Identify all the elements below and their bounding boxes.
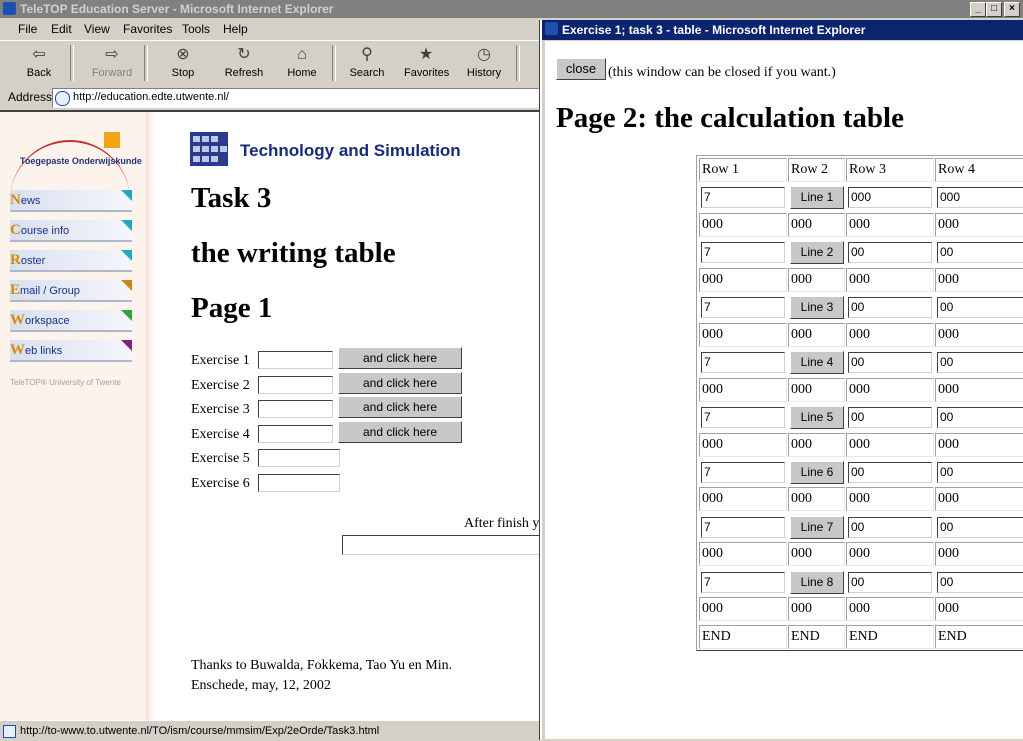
table-cell: END — [788, 625, 845, 649]
address-url: http://education.edte.utwente.nl/ — [73, 91, 229, 103]
toolbar-separator — [516, 45, 520, 81]
sidebar-nav-label — [10, 312, 70, 329]
exercise-input[interactable] — [258, 351, 333, 369]
status-url: http://to-www.to.utwente.nl/TO/ism/course/mmsim/Exp/2eOrde/Task3.html — [20, 725, 380, 737]
table-input[interactable]: 000 — [848, 187, 932, 208]
table-cell: 000 — [788, 487, 845, 511]
line-button[interactable]: Line 1 — [790, 186, 844, 209]
sidebar-nav-item[interactable] — [10, 340, 132, 362]
table-cell: 000 — [935, 378, 1023, 402]
refresh-icon: ↻ — [237, 46, 251, 63]
toolbar-favorites-button[interactable] — [404, 45, 448, 85]
line-button[interactable]: Line 7 — [790, 516, 844, 539]
nav-initial: W — [10, 312, 25, 328]
table-cell: 000 — [788, 542, 845, 566]
nav-rest: eb links — [25, 345, 63, 357]
stop-icon: ⊗ — [176, 46, 190, 63]
table-input[interactable]: 00 — [848, 572, 932, 593]
sidebar-nav-item[interactable] — [10, 250, 132, 272]
nav-flag-icon — [121, 340, 132, 351]
table-input[interactable]: 00 — [937, 572, 1023, 593]
sidebar-nav-item[interactable] — [10, 280, 132, 302]
exercise-label: Exercise 3 — [191, 402, 250, 417]
table-cell: 000 — [846, 378, 934, 402]
exercise-input[interactable] — [258, 400, 333, 418]
table-cell: 000 — [935, 268, 1023, 292]
search-icon: ⚲ — [361, 46, 373, 63]
table-cell: END — [699, 625, 787, 649]
task-subtitle: the writing table — [191, 237, 396, 269]
table-cell: END — [846, 625, 934, 649]
favorites-icon: ★ — [418, 46, 434, 63]
and-click-here-button[interactable]: and click here — [338, 347, 462, 369]
toolbar-home-button[interactable] — [284, 45, 320, 85]
toolbar-button-label: Refresh — [224, 67, 264, 79]
line-button[interactable]: Line 4 — [790, 351, 844, 374]
menu-edit[interactable]: Edit — [51, 22, 72, 36]
table-header: Row 3 — [846, 158, 934, 182]
sidebar-nav-item[interactable] — [10, 310, 132, 332]
menu-file[interactable]: File — [18, 22, 38, 36]
exercise-label: Exercise 5 — [191, 451, 250, 466]
toolbar-button-label: Search — [349, 67, 385, 79]
thanks-text: Thanks to Buwalda, Fokkema, Tao Yu en Min. — [191, 658, 453, 673]
popup-heading: Page 2: the calculation table — [556, 102, 904, 134]
table-input[interactable]: 00 — [937, 297, 1023, 318]
line-button[interactable]: Line 3 — [790, 296, 844, 319]
table-input[interactable]: 00 — [937, 407, 1023, 428]
nav-rest: ourse info — [20, 225, 70, 237]
main-window-title: TeleTOP Education Server - Microsoft Internet Explorer — [20, 2, 334, 16]
table-input[interactable]: 7 — [701, 517, 785, 538]
toolbar-separator — [70, 45, 74, 81]
table-cell: 000 — [935, 213, 1023, 237]
and-click-here-button[interactable]: and click here — [338, 396, 462, 418]
toolbar-back-button[interactable] — [16, 45, 62, 85]
sidebar-nav-label — [10, 342, 62, 359]
table-cell: 000 — [846, 268, 934, 292]
and-click-here-button[interactable]: and click here — [338, 372, 462, 394]
exercise-input[interactable] — [258, 449, 340, 467]
nav-flag-icon — [121, 190, 132, 201]
close-button[interactable]: close — [556, 58, 606, 80]
popup-window — [540, 20, 1023, 740]
menu-tools[interactable]: Tools — [182, 22, 211, 36]
table-input[interactable]: 7 — [701, 297, 785, 318]
status-page-icon — [3, 725, 16, 738]
toolbar-separator — [332, 45, 336, 81]
popup-title: Exercise 1; task 3 - table - Microsoft Internet Explorer — [562, 23, 866, 37]
table-cell: 000 — [699, 213, 787, 237]
maximize-button[interactable]: □ — [986, 2, 1002, 17]
main-window-titlebar[interactable] — [0, 0, 1023, 18]
nav-initial: W — [10, 342, 25, 358]
toolbar-separator — [144, 45, 148, 81]
table-cell: 000 — [788, 597, 845, 621]
ie-window-icon — [3, 2, 16, 15]
table-input[interactable]: 00 — [937, 462, 1023, 483]
toolbar-button-label: Home — [287, 67, 317, 79]
table-input[interactable]: 00 — [848, 297, 932, 318]
teletop-sidebar — [0, 112, 150, 722]
page-content — [0, 110, 540, 722]
nav-flag-icon — [121, 220, 132, 231]
back-arrow-icon: ⇦ — [32, 46, 46, 63]
table-input[interactable]: 000 — [937, 187, 1023, 208]
nav-initial: N — [10, 192, 21, 208]
table-input[interactable]: 00 — [848, 462, 932, 483]
forward-arrow-icon: ⇨ — [105, 46, 119, 63]
exercise-input[interactable] — [258, 376, 333, 394]
table-cell: 000 — [699, 597, 787, 621]
nav-initial: E — [10, 282, 21, 298]
table-cell: 000 — [846, 323, 934, 347]
popup-body — [545, 41, 1023, 739]
nav-rest: ews — [20, 195, 41, 207]
address-label: Address — [8, 90, 53, 104]
table-header: Row 4 — [935, 158, 1023, 182]
nav-flag-icon — [121, 250, 132, 261]
table-cell: 000 — [788, 378, 845, 402]
toolbar-forward-button[interactable] — [86, 45, 138, 85]
table-input[interactable]: 00 — [848, 407, 932, 428]
page-label: Page 1 — [191, 292, 273, 324]
sidebar-nav-item[interactable] — [10, 190, 132, 212]
address-bar — [0, 87, 540, 109]
toolbar-button-label: Forward — [91, 67, 133, 79]
after-finish-text: After finish y — [464, 516, 540, 531]
sidebar-footer: TeleTOP® University of Twente — [10, 378, 121, 387]
exercise-label: Exercise 4 — [191, 426, 250, 442]
table-input[interactable]: 00 — [848, 517, 932, 538]
line-button[interactable]: Line 6 — [790, 461, 844, 484]
technology-logo-icon — [190, 132, 228, 166]
sidebar-nav-label — [10, 282, 80, 299]
history-icon: ◷ — [477, 46, 491, 63]
exercise-input[interactable] — [258, 474, 340, 492]
table-input[interactable]: 7 — [701, 187, 785, 208]
toolbar-search-button[interactable] — [345, 45, 389, 85]
table-input[interactable]: 7 — [701, 352, 785, 373]
table-input[interactable]: 00 — [848, 352, 932, 373]
menu-view[interactable]: View — [84, 22, 110, 36]
table-cell: 000 — [788, 433, 845, 457]
table-cell: 000 — [846, 433, 934, 457]
table-cell: 000 — [846, 542, 934, 566]
table-cell: 000 — [788, 323, 845, 347]
exercise-label: Exercise 1 — [191, 353, 250, 368]
and-click-here-button[interactable]: and click here — [338, 421, 462, 443]
table-cell: 000 — [699, 487, 787, 511]
after-finish-input[interactable] — [342, 535, 540, 555]
table-header: Row 2 — [788, 158, 845, 182]
table-cell: 000 — [935, 323, 1023, 347]
table-input[interactable]: 00 — [937, 352, 1023, 373]
table-cell: 000 — [699, 378, 787, 402]
table-cell: 000 — [935, 433, 1023, 457]
close-note: (this window can be closed if you want.) — [608, 65, 836, 80]
popup-window-icon — [545, 22, 558, 35]
toolbar-button-label: Stop — [171, 67, 195, 79]
sidebar-nav-label — [10, 222, 69, 239]
table-input[interactable]: 00 — [937, 517, 1023, 538]
nav-rest: orkspace — [25, 315, 70, 327]
nav-flag-icon — [121, 280, 132, 291]
table-cell: 000 — [699, 268, 787, 292]
toolbar-refresh-button[interactable] — [222, 45, 266, 85]
table-cell: END — [935, 625, 1023, 649]
nav-initial: C — [10, 222, 21, 238]
minimize-button[interactable]: _ — [970, 2, 986, 17]
home-icon: ⌂ — [297, 46, 307, 63]
header-title: Technology and Simulation — [240, 141, 461, 160]
logo-square — [104, 132, 120, 148]
toolbar-stop-button[interactable] — [160, 45, 206, 85]
line-button[interactable]: Line 8 — [790, 571, 844, 594]
table-cell: 000 — [935, 597, 1023, 621]
task-title: Task 3 — [191, 182, 272, 214]
address-input[interactable] — [52, 88, 539, 108]
table-cell: 000 — [935, 487, 1023, 511]
table-cell: 000 — [935, 542, 1023, 566]
table-cell: 000 — [699, 433, 787, 457]
menu-favorites[interactable]: Favorites — [123, 22, 173, 36]
table-cell: 000 — [788, 268, 845, 292]
sidebar-nav-label — [10, 252, 45, 269]
menu-help[interactable]: Help — [223, 22, 248, 36]
table-input[interactable]: 7 — [701, 242, 785, 263]
line-button[interactable]: Line 2 — [790, 241, 844, 264]
exercise-input[interactable] — [258, 425, 333, 443]
table-cell: 000 — [846, 597, 934, 621]
nav-rest: oster — [20, 255, 46, 267]
table-cell: 000 — [699, 542, 787, 566]
sidebar-nav-label — [10, 192, 40, 209]
table-input[interactable]: 00 — [848, 242, 932, 263]
table-input[interactable]: 7 — [701, 407, 785, 428]
table-input[interactable]: 7 — [701, 572, 785, 593]
toolbar-button-label: History — [466, 67, 502, 79]
popup-titlebar[interactable] — [542, 20, 1023, 40]
table-header: Row 1 — [699, 158, 787, 182]
place-date: Enschede, may, 12, 2002 — [191, 678, 331, 693]
table-cell: 000 — [846, 487, 934, 511]
table-input[interactable]: 00 — [937, 242, 1023, 263]
toolbar-button-label: Back — [26, 67, 52, 79]
nav-flag-icon — [121, 310, 132, 321]
sidebar-nav-item[interactable] — [10, 220, 132, 242]
table-cell: 000 — [699, 323, 787, 347]
sidebar-edge — [146, 112, 154, 722]
calculation-table — [696, 155, 1023, 651]
nav-rest: mail / Group — [20, 285, 80, 297]
line-button[interactable]: Line 5 — [790, 406, 844, 429]
status-bar — [0, 720, 540, 741]
toolbar-history-button[interactable] — [464, 45, 504, 85]
exercise-label: Exercise 6 — [191, 475, 250, 491]
close-window-button[interactable]: × — [1004, 2, 1020, 17]
table-input[interactable]: 7 — [701, 462, 785, 483]
table-cell: 000 — [788, 213, 845, 237]
logo-text: Toegepaste Onderwijskunde — [20, 156, 142, 166]
table-cell: 000 — [846, 213, 934, 237]
page-icon — [55, 91, 70, 106]
nav-initial: R — [10, 252, 21, 268]
toolbar-button-label: Favorites — [404, 67, 450, 79]
exercise-label: Exercise 2 — [191, 377, 250, 393]
